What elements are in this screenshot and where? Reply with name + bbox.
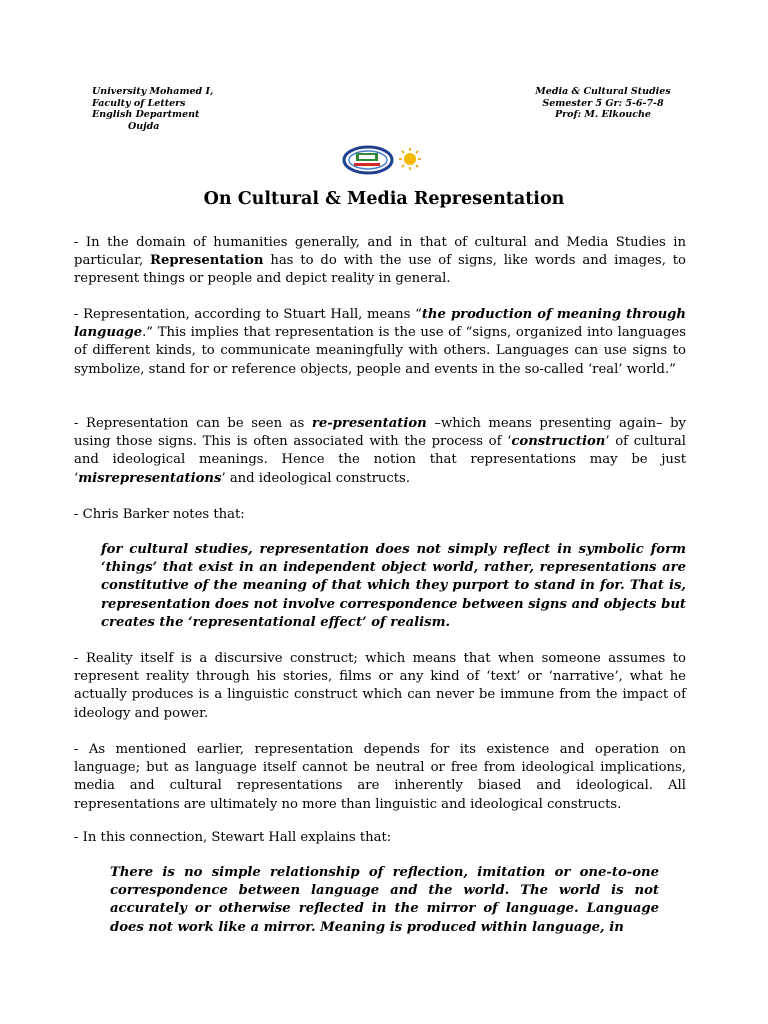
header-professor: Prof: M. Elkouche xyxy=(555,109,651,120)
header-department: English Department xyxy=(92,109,200,120)
university-logo-icon xyxy=(342,143,428,177)
header-right xyxy=(522,86,684,121)
paragraph-2: - Representation, according to Stuart Hall, means “the production of meaning through language.” This implies that representation is the use of “signs, organized into languages of different kinds, to communicate meaningfully with others. Languages can use signs to symbolize, stand for or reference objects, people and events in the so-called ‘real’ world.” xyxy=(74,307,686,377)
header-left xyxy=(92,86,213,132)
header-university: University Mohamed I, xyxy=(92,86,214,97)
header-semester: Semester 5 Gr: 5-6-7-8 xyxy=(542,97,664,109)
paragraph-4: - Chris Barker notes that: xyxy=(74,507,245,522)
paragraph-3: - Representation can be seen as re-presentation –which means presenting again– by using those signs. This is often associated with the process of ‘construction’ of cultural and ideological meanings. Hence the notion that representations may be just ‘misrepresentations’ and ideological constructs. xyxy=(74,416,687,486)
paragraph-5: - Reality itself is a discursive construct; which means that when someone assumes to represent reality through his stories, films or any kind of ‘text’ or ‘narrative’, what he actually produces is a linguistic construct which can never be immune from the impact of ideology and power. xyxy=(74,651,686,721)
quote-barker: for cultural studies, representation does not simply reflect in symbolic form ‘things’ that exist in an independent object world, rather, representations are constitutive of the meaning of that which they purport to stand in for. That is, representation does not involve correspondence between signs and objects but creates the ‘representational effect’ of realism. xyxy=(101,542,686,630)
quote-hall: There is no simple relationship of reflection, imitation or one-to-one correspondence between language and the world. The world is not accurately or otherwise reflected in the mirror of language. Language does not work like a mirror. Meaning is produced within language, in xyxy=(110,865,659,935)
paragraph-6: - As mentioned earlier, representation depends for its existence and operation on language; but as language itself cannot be neutral or free from ideological implications, media and cultural representations are inherently biased and ideological. All representations are ultimately no more than linguistic and ideological constructs. xyxy=(74,742,686,812)
header-faculty: Faculty of Letters xyxy=(92,97,186,109)
header-city: Oujda xyxy=(128,120,160,132)
paragraph-7: - In this connection, Stewart Hall explains that: xyxy=(74,830,392,845)
header-course: Media & Cultural Studies xyxy=(535,86,671,97)
paragraph-1: - In the domain of humanities generally, and in that of cultural and Media Studies in particular, Representation has to do with the use of signs, like words and images, to represent things or people and depict reality in general. xyxy=(74,235,687,287)
page-title: On Cultural & Media Representation xyxy=(203,189,565,209)
